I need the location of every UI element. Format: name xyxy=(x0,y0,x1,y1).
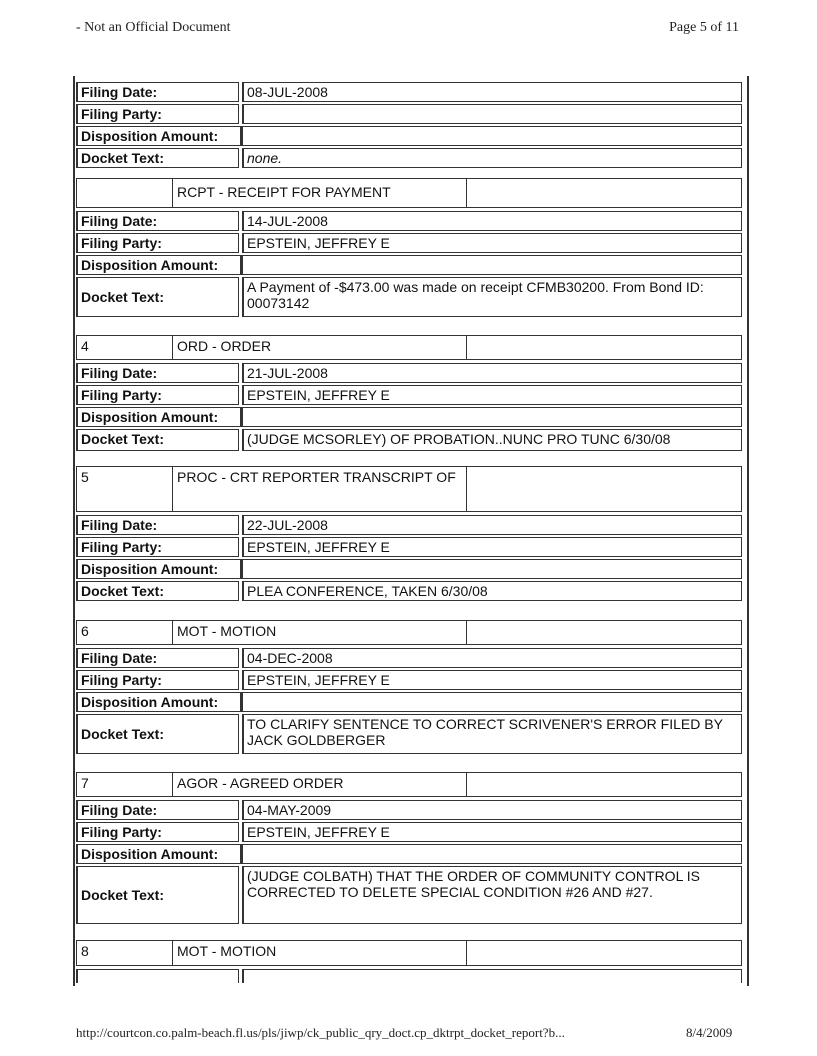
filing-party-value: EPSTEIN, JEFFREY E xyxy=(242,385,742,405)
filing-party-value xyxy=(242,104,742,124)
filing-party-label: Filing Party: xyxy=(76,385,239,405)
docket-text-label: Docket Text: xyxy=(76,581,239,601)
docket-entry-header xyxy=(76,178,742,208)
filing-party-label: Filing Party: xyxy=(76,104,239,124)
filing-party-value: EPSTEIN, JEFFREY E xyxy=(242,537,742,557)
entry-code-text: PROC - CRT REPORTER TRANSCRIPT OF xyxy=(177,469,456,485)
filing-party-value: EPSTEIN, JEFFREY E xyxy=(242,822,742,842)
entry-code: MOT - MOTION xyxy=(173,621,467,644)
entry-number: 7 xyxy=(77,773,173,796)
entry-code: AGOR - AGREED ORDER xyxy=(173,773,467,796)
filing-date-label: Filing Date: xyxy=(76,82,239,102)
disposition-amount-value xyxy=(241,407,742,427)
disposition-amount-label: Disposition Amount: xyxy=(76,559,241,579)
docket-text-value: A Payment of -$473.00 was made on receipt CFMB30200. From Bond ID: 00073142 xyxy=(242,277,742,317)
filing-party-label: Filing Party: xyxy=(76,822,239,842)
entry-code xyxy=(173,467,467,511)
filing-date-row xyxy=(76,648,742,668)
docket-entry-block xyxy=(76,335,742,453)
filing-date-value: 21-JUL-2008 xyxy=(242,363,742,383)
filing-date-row xyxy=(76,211,742,231)
disposition-amount-label: Disposition Amount: xyxy=(76,126,241,146)
docket-entry-header xyxy=(76,335,742,360)
disposition-amount-label: Disposition Amount: xyxy=(76,844,241,864)
filing-date-value: 04-MAY-2009 xyxy=(242,800,742,820)
docket-entry-block xyxy=(76,82,742,170)
disposition-amount-label: Disposition Amount: xyxy=(76,407,241,427)
filing-date-row xyxy=(76,82,742,102)
filing-date-label: Filing Date: xyxy=(76,800,239,820)
filing-date-row xyxy=(76,515,742,535)
docket-text-row xyxy=(76,714,742,754)
footer-date: 8/4/2009 xyxy=(686,1025,733,1040)
disposition-amount-row xyxy=(76,692,742,712)
docket-text-value: (JUDGE MCSORLEY) OF PROBATION..NUNC PRO TUNC 6/30/08 xyxy=(242,429,742,451)
filing-date-value: 08-JUL-2008 xyxy=(242,82,742,102)
filing-date-label: Filing Date: xyxy=(76,211,239,231)
disposition-amount-row xyxy=(76,126,742,146)
disposition-amount-value xyxy=(241,126,742,146)
disposition-amount-row xyxy=(76,407,742,427)
docket-entry-block xyxy=(76,620,742,756)
docket-text-row xyxy=(76,429,742,451)
filing-date-label: Filing Date: xyxy=(76,363,239,383)
docket-text-value: (JUDGE COLBATH) THAT THE ORDER OF COMMUNITY CONTROL IS CORRECTED TO DELETE SPECIAL CONDITION #26 AND #27. xyxy=(242,866,742,924)
filing-party-label: Filing Party: xyxy=(76,670,239,690)
filing-date-label: Filing Date: xyxy=(76,648,239,668)
disposition-amount-value xyxy=(241,255,742,275)
docket-text-value: TO CLARIFY SENTENCE TO CORRECT SCRIVENER'S ERROR FILED BY JACK GOLDBERGER xyxy=(242,714,742,754)
disposition-amount-label: Disposition Amount: xyxy=(76,255,241,275)
disposition-amount-value xyxy=(241,559,742,579)
docket-text-label: Docket Text: xyxy=(76,714,239,754)
docket-text-label: Docket Text: xyxy=(76,866,239,924)
filing-party-row xyxy=(76,537,742,557)
disposition-amount-label: Disposition Amount: xyxy=(76,692,241,712)
footer-url: http://courtcon.co.palm-beach.fl.us/pls/jiwp/ck_public_qry_doct.cp_dktrpt_docket_report?b... xyxy=(76,1025,565,1040)
entry-number: 8 xyxy=(77,941,173,965)
entry-code: RCPT - RECEIPT FOR PAYMENT xyxy=(173,179,467,207)
filing-party-row xyxy=(76,233,742,253)
entry-number: 5 xyxy=(77,467,173,511)
filing-date-value: 04-DEC-2008 xyxy=(242,648,742,668)
disposition-amount-row xyxy=(76,844,742,864)
docket-entry-block xyxy=(76,940,742,985)
filing-date-label: Filing Date: xyxy=(76,515,239,535)
filing-date-row xyxy=(76,363,742,383)
docket-text-row xyxy=(76,581,742,601)
filing-party-row xyxy=(76,822,742,842)
disposition-amount-row xyxy=(76,559,742,579)
filing-party-row xyxy=(76,670,742,690)
docket-text-row xyxy=(76,866,742,924)
docket-entry-block xyxy=(76,178,742,319)
docket-text-label: Docket Text: xyxy=(76,148,239,168)
filing-party-value: EPSTEIN, JEFFREY E xyxy=(242,233,742,253)
truncated-row xyxy=(76,969,742,983)
filing-date-value: 22-JUL-2008 xyxy=(242,515,742,535)
disposition-amount-value xyxy=(241,844,742,864)
filing-party-value: EPSTEIN, JEFFREY E xyxy=(242,670,742,690)
disposition-amount-row xyxy=(76,255,742,275)
docket-text-value: none. xyxy=(242,148,742,168)
docket-entry-header xyxy=(76,940,742,966)
entry-code: ORD - ORDER xyxy=(173,336,467,359)
entry-number xyxy=(77,179,173,207)
docket-entry-header xyxy=(76,466,742,512)
docket-text-row xyxy=(76,148,742,168)
filing-date-value: 14-JUL-2008 xyxy=(242,211,742,231)
filing-party-label: Filing Party: xyxy=(76,537,239,557)
disposition-amount-value xyxy=(241,692,742,712)
docket-entry-header xyxy=(76,772,742,797)
filing-party-row xyxy=(76,104,742,124)
entry-number: 6 xyxy=(77,621,173,644)
filing-party-row xyxy=(76,385,742,405)
docket-text-value: PLEA CONFERENCE, TAKEN 6/30/08 xyxy=(242,581,742,601)
docket-text-label: Docket Text: xyxy=(76,277,239,317)
filing-party-label: Filing Party: xyxy=(76,233,239,253)
docket-text-row xyxy=(76,277,742,317)
entry-number: 4 xyxy=(77,336,173,359)
entry-code: MOT - MOTION xyxy=(173,941,467,965)
docket-entry-block xyxy=(76,772,742,926)
docket-text-label: Docket Text: xyxy=(76,429,239,451)
page-number: Page 5 of 11 xyxy=(669,20,739,35)
page-header-title: - Not an Official Document xyxy=(76,20,231,35)
docket-entry-header xyxy=(76,620,742,645)
docket-entry-block xyxy=(76,466,742,603)
filing-date-row xyxy=(76,800,742,820)
